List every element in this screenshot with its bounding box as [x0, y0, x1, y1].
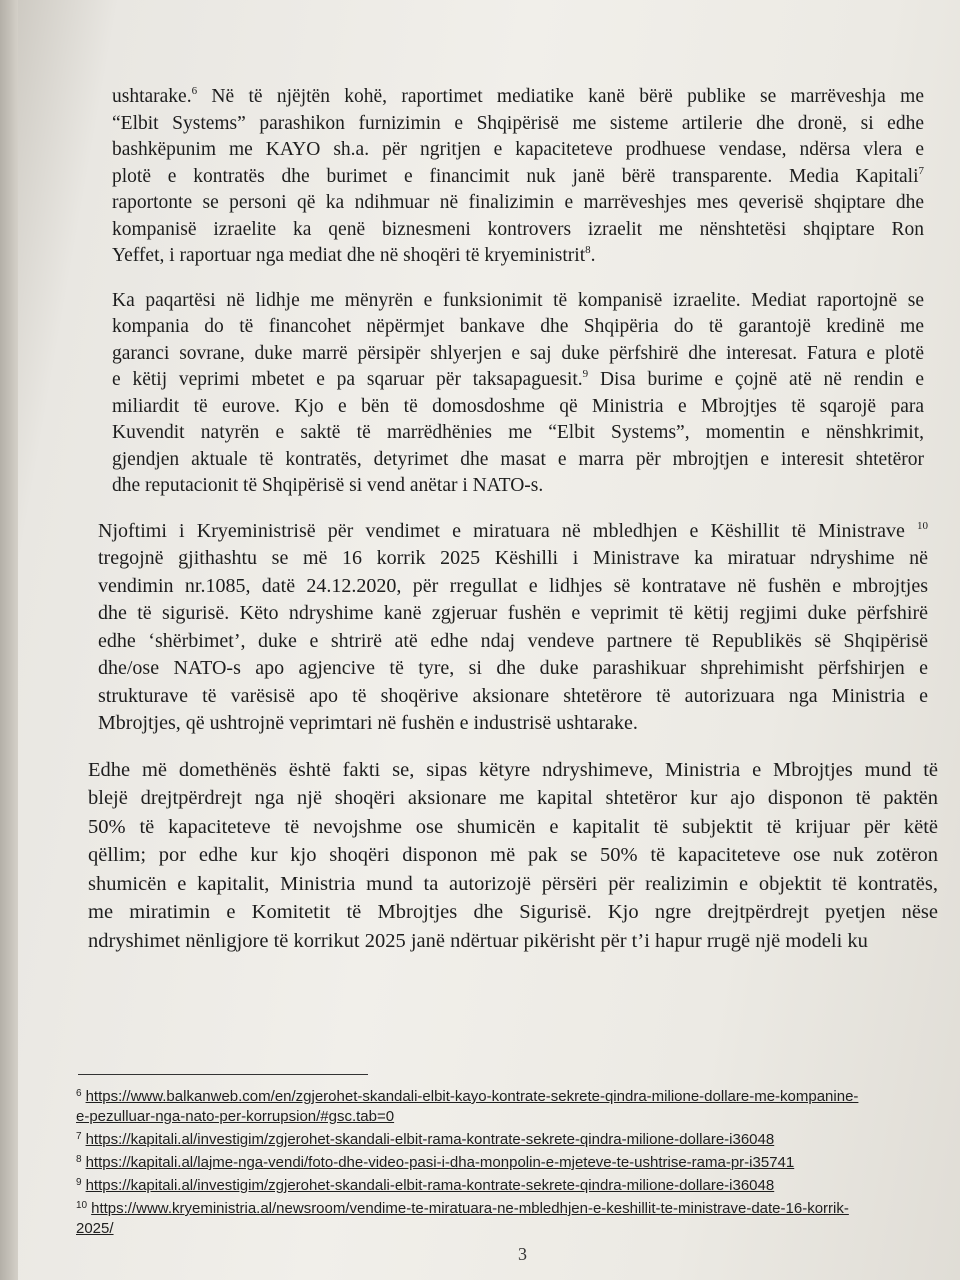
- text-line: [88, 813, 938, 842]
- text-line: [112, 367, 924, 394]
- footnote-item: [76, 1173, 960, 1196]
- footnote-link[interactable]: https://www.balkanweb.com/en/zgjerohet-skandali-elbit-kayo-kontrate-sekrete-qindra-milione-dollare-me-kompanine-: [85, 1088, 859, 1105]
- text-line: [98, 545, 928, 573]
- footnote-link[interactable]: https://kapitali.al/investigim/zgjerohet-skandali-elbit-rama-kontrate-sekrete-qindra-milione-dollare-i36048: [85, 1131, 775, 1148]
- footnote-number: 10: [76, 1200, 88, 1211]
- text-segment: shumicën e kapitalit, Ministria mund ta autorizojë përsëri për realizimin e objektit të kontratës,: [88, 872, 938, 895]
- text-line: [112, 420, 924, 447]
- footnote-ref: 7: [918, 164, 924, 177]
- text-segment: e këtij veprimi mbetet e pa sqaruar për taksapaguesit.: [112, 369, 583, 390]
- footnote-link-continuation[interactable]: 2025/: [76, 1220, 114, 1237]
- text-line: [112, 84, 924, 111]
- text-line: [98, 600, 928, 628]
- footnote-link[interactable]: https://kapitali.al/investigim/zgjerohet-skandali-elbit-rama-kontrate-sekrete-qindra-milione-dollare-i36048: [85, 1177, 775, 1194]
- text-segment: kompania do të financohet nëpërmjet bankave dhe Shqipëria do të garantojë kredinë me: [112, 316, 924, 337]
- text-line: [88, 841, 938, 870]
- text-segment: dhe/ose NATO-s apo agjencive të tyre, si dhe duke parashikuar shprehimisht përfshirjen e: [98, 657, 928, 679]
- text-segment: “Elbit Systems” parashikon furnizimin e Shqipërisë me sisteme artilerie dhe dronë, si edhe: [112, 112, 924, 134]
- text-segment: miliardit të eurove. Kjo e bën të domosdoshme që Ministria e Mbrojtjes të sqarojë para: [112, 395, 924, 417]
- footnote-number: 7: [76, 1131, 82, 1142]
- text-line: [98, 518, 928, 546]
- text-line: [112, 111, 924, 138]
- footnote-item: [76, 1196, 960, 1219]
- text-line: [88, 870, 938, 899]
- text-segment: edhe ‘shërbimet’, duke e shtrirë atë edhe ndaj vendeve partnere të Republikës së Shqipërisë: [98, 629, 928, 652]
- text-line: [112, 164, 924, 191]
- paragraph-1: [112, 84, 924, 270]
- footnote-item: [76, 1127, 960, 1150]
- text-segment: tregojnë gjithashtu se më 16 korrik 2025 Këshilli i Ministrave ka miratuar ndryshime në: [98, 547, 928, 569]
- paragraph-2: [112, 288, 924, 500]
- text-segment: gjendjen aktuale të kontratës, detyrimet dhe masat e marra për mbrojtjen e interesit shtetëror: [112, 448, 924, 470]
- text-line: [98, 683, 928, 711]
- footnote-item: [76, 1150, 960, 1173]
- text-segment: blejë drejtpërdrejt nga një shoqëri aksionare me kapital shtetëror kur ajo disponon të paktën: [88, 787, 938, 809]
- text-line: [112, 341, 924, 368]
- text-line: [98, 655, 928, 683]
- text-segment: Ka paqartësi në lidhje me mënyrën e funksionimit të kompanisë izraelite. Mediat raportojnë se: [112, 289, 924, 311]
- text-segment: qëllim; por edhe kur kjo shoqëri disponon më pak se 50% të kapaciteteve ose nuk zotëron: [88, 844, 938, 866]
- page-edge-shadow: [0, 0, 18, 1280]
- footnotes: [76, 1084, 960, 1239]
- footnote-item: [76, 1084, 960, 1107]
- text-line: [88, 784, 938, 813]
- text-segment: Edhe më domethënës është fakti se, sipas këtyre ndryshimeve, Ministria e Mbrojtjes mund të: [88, 758, 938, 781]
- text-segment: ushtarake.: [112, 86, 192, 107]
- text-segment: dhe reputacionit të Shqipërisë si vend anëtar i NATO-s.: [112, 475, 544, 496]
- text-line: [112, 190, 924, 217]
- footnote-ref: 6: [191, 85, 198, 97]
- text-segment: dhe të sigurisë. Këto ndryshime kanë zgjeruar fushën e veprimit të këtij regjimi duke përfshirë: [98, 602, 928, 624]
- text-segment: Yeffet, i raportuar nga mediat dhe në shoqëri të kryeministrit: [112, 245, 586, 266]
- footnote-number: 9: [76, 1177, 82, 1188]
- text-segment: garanci sovrane, duke marrë përsipër shlyerjen e saj duke përfshirë dhe interesat. Fatura e plotë: [112, 342, 924, 364]
- footnote-separator: [78, 1074, 368, 1075]
- paragraph-3: [98, 518, 928, 738]
- text-line: [112, 137, 924, 164]
- text-segment: 50% të kapaciteteve të nevojshme ose shumicën e kapitalit të subjektit të krijuar për këtë: [88, 815, 938, 838]
- text-segment: strukturave të varësisë apo të shoqërive aksionare shtetërore të autorizuara nga Ministria e: [98, 684, 928, 707]
- text-segment: me miratimin e Komitetit të Mbrojtjes dhe Sigurisë. Kjo ngre drejtpërdrejt pyetjen nëse: [88, 901, 938, 923]
- text-line: [112, 394, 924, 421]
- text-segment: bashkëpunim me KAYO sh.a. për ngritjen e kapaciteteve prodhuese vendase, ndërsa vlera e: [112, 139, 924, 160]
- text-line: [88, 927, 938, 956]
- text-segment: Disa burime e çojnë atë në rendin e: [588, 369, 924, 390]
- page-number: 3: [518, 1244, 527, 1264]
- paragraph-4: [88, 756, 938, 956]
- text-line: [112, 217, 924, 244]
- text-line: [112, 243, 924, 270]
- text-segment: Në të njëjtën kohë, raportimet mediatike kanë bërë publike se marrëveshja me: [197, 86, 924, 107]
- text-segment: Kuvendit natyrën e saktë të marrëdhënies me “Elbit Systems”, momentin e nënshkrimit,: [112, 422, 924, 443]
- text-segment: plotë e kontratës dhe burimet e financimit nuk janë bërë transparente. Media Kapitali: [112, 165, 919, 187]
- footnote-ref: 9: [582, 368, 589, 380]
- text-line: [112, 314, 924, 341]
- text-segment: ndryshimet nënligjore të korrikut 2025 janë ndërtuar pikërisht për t’i hapur rrugë një modeli ku: [88, 929, 868, 952]
- text-line: [98, 710, 928, 738]
- body-text: [88, 84, 938, 973]
- text-segment: .: [590, 245, 596, 266]
- text-line: [88, 898, 938, 927]
- text-segment: raportonte se personi që ka ndihmuar në finalizimin e marrëveshjes mes qeverisë shqiptare dhe: [112, 192, 924, 213]
- footnote-number: 8: [76, 1154, 82, 1165]
- text-line: [98, 573, 928, 601]
- text-segment: kompanisë izraelite ka qenë biznesmeni kontrovers izraelit me nënshtetësi shqiptare Ron: [112, 218, 924, 240]
- text-segment: vendimin nr.1085, datë 24.12.2020, për rregullat e lidhjes së kontratave në fushën e mbrojtjes: [98, 574, 928, 597]
- text-line: [112, 288, 924, 315]
- text-line: [98, 628, 928, 656]
- text-line: [112, 473, 924, 500]
- footnote-ref: 10: [917, 519, 928, 532]
- text-segment: Mbrojtjes, që ushtrojnë veprimtari në fushën e industrisë ushtarake.: [98, 712, 638, 734]
- footnote-ref: 8: [585, 244, 591, 256]
- footnote-link[interactable]: https://www.kryeministria.al/newsroom/vendime-te-miratuara-ne-mbledhjen-e-keshillit-te-ministrave-date-16-korrik-: [91, 1200, 849, 1217]
- text-segment: Njoftimi i Kryeministrisë për vendimet e miratuara në mbledhjen e Këshillit të Ministrave: [98, 519, 917, 542]
- footnote-link-continuation[interactable]: e-pezulluar-nga-nato-per-korrupsion/#gsc.tab=0: [76, 1108, 395, 1125]
- text-line: [88, 756, 938, 785]
- text-line: [112, 447, 924, 474]
- footnote-link[interactable]: https://kapitali.al/lajme-nga-vendi/foto-dhe-video-pasi-i-dha-monpolin-e-mjeteve-te-ushtrise-rama-pr-i35741: [85, 1154, 795, 1171]
- footnote-number: 6: [76, 1088, 82, 1099]
